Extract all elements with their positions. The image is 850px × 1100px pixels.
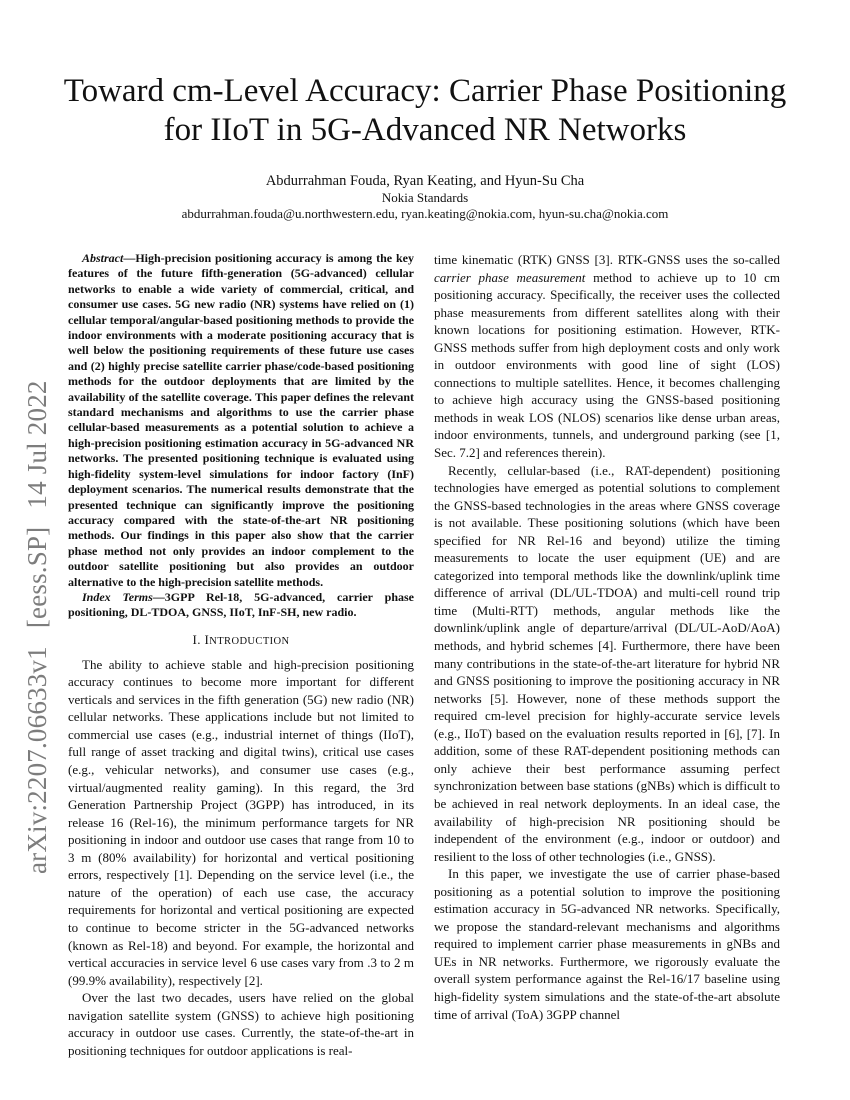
carrier-phase-term: carrier phase measurement: [434, 269, 586, 285]
affiliation: Nokia Standards: [381, 190, 469, 205]
author-list: Abdurrahman Fouda, Ryan Keating, and Hyun-Su Cha: [265, 173, 585, 189]
paper-title: Toward cm-Level Accuracy: Carrier Phase Positioning for IIoT in 5G-Advanced NR Networks: [63, 73, 787, 148]
paragraph-intro-1: The ability to achieve stable and high-precision positioning accuracy continues to become more important for different verticals and services in the fifth generation (5G) new radio (NR) cellular networks. These applications include but not limited to commercial use cases (e.g., industrial internet of things (IIoT), full range of asset tracking and digital twins), critical use cases (e.g., vehicular networks), and consumer use cases (e.g., virtual/augmented reality gaming). In this regard, the 3rd Generation Partnership Project (3GPP) has introduced, in its release 16 (Rel-16), the minimum performance targets for NR positioning in indoor and outdoor use cases that range from 10 to 3 m (80% availability) for horizontal and vertical positioning errors, respectively [1]. Depending on the service level (i.e., the nature of the operation) of each use case, the accuracy requirements for horizontal and vertical positioning are expected to continue to become stricter in the 5G-advanced networks (known as Rel-18) and beyond. For example, the horizontal and vertical accuracies in service level 6 use cases vary from .3 to 2 m (99.9% availability), respectively [2].: [68, 656, 414, 988]
arxiv-identifier-stamp: [22, 294, 56, 874]
paragraph-intro-3-start: time kinematic (RTK) GNSS [3]. RTK-GNSS uses the so-called: [434, 252, 780, 267]
section-title-initial: I: [204, 631, 210, 647]
index-terms-lead: Index Terms: [82, 589, 153, 604]
arxiv-id: arXiv:2207.06633v1: [22, 646, 52, 874]
index-terms-text: —3GPP Rel-18, 5G-advanced, carrier phase positioning, DL-TDOA, GNSS, IIoT, InF-SH, new radio.: [68, 589, 415, 620]
paragraph-intro-4: Recently, cellular-based (i.e., RAT-dependent) positioning technologies have emerged as potential solutions to complement the GNSS-based technologies in the areas where GNSS coverage is not available. These positioning solutions (which have been specified for NR Rel-16 and beyond) utilize the timing measurements to locate the user equipment (UE) and are categorized into temporal methods like the downlink/uplink time difference of arrival (DL/UL-TDOA) and multi-cell round trip time (Multi-RTT) methods, angular methods like the downlink/uplink angle of departure/arrival (DL/UL-AoD/AoA) methods, and hybrid schemes [4]. Furthermore, there have been many contributions in the state-of-the-art literature for hybrid NR and GNSS positioning to improve the positioning accuracy in NR networks [5]. However, none of these methods support the required cm-level precision for highly-accurate service levels (e.g., IIoT) based on the evaluation results reported in [6], [7]. In addition, some of these RAT-dependent positioning methods can only achieve their best performance assuming perfect synchronization between base stations (gNBs) which is difficult to be achieved in real network deployments. In an ideal case, the availability of high-precision NR positioning should be independent of the environment (e.g., indoor or outdoor) and resilient to the loss of other technologies (i.e., GNSS).: [434, 462, 780, 864]
paragraph-intro-3: [434, 251, 780, 462]
paragraph-intro-2: Over the last two decades, users have relied on the global navigation satellite system (GNSS) to achieve high positioning accuracy in outdoor use cases. Currently, the state-of-the-art in positioning techniques for outdoor applications is real-: [68, 990, 414, 1058]
index-terms: [68, 590, 414, 621]
paragraph-intro-3-end: method to achieve up to 10 cm positioning accuracy. Specifically, the receiver uses the collected phase measurements from different satellites along with their known locations for positioning estimation. However, RTK-GNSS methods suffer from high deployment costs and only work in outdoor environments with good line of sight (LOS) connections to multiple satellites. Hence, it becomes challenging to achieve high accuracy using the GNSS-based positioning methods in weak LOS (NLOS) scenarios like dense urban areas, indoor environments, tunnels, and underground parking (see [1, Sec. 7.2] and references therein).: [434, 269, 780, 461]
left-column: [68, 251, 414, 1059]
arxiv-category: [eess.SP]: [22, 526, 52, 629]
abstract-lead: Abstract: [82, 251, 124, 265]
section-number: I.: [192, 631, 201, 647]
section-title-rest: NTRODUCTION: [209, 635, 290, 647]
abstract-text: —High-precision positioning accuracy is among the key features of the future fifth-generation (5G-advanced) cellular networks to enable a wide variety of commercial, critical, and consumer use cases. 5G new radio (NR) systems have relied on (1) cellular temporal/angular-based positioning methods to provide the indoor environments with a moderate positioning accuracy that is well below the positioning requirements of these future use cases and (2) highly precise satellite carrier phase/code-based positioning methods for the outdoor deployments that are limited by the availability of the satellite coverage. This paper defines the relevant standard mechanisms and algorithms to use the carrier phase cellular-based measurements as a potential solution to achieve a high-precision positioning estimation accuracy in 5G-advanced NR networks. The presented positioning technique is evaluated using high-fidelity system-level simulations for indoor factory (InF) deployment scenarios. The numerical results demonstrate that the presented technique can significantly improve the positioning accuracy compared with the state-of-the-art NR positioning methods. Our findings in this paper also show that the carrier phase method not only provides an indoor complement to the outdoor satellite positioning but also provides an outdoor alternative to the high-precision satellite methods.: [68, 251, 414, 589]
abstract: [68, 251, 414, 590]
paragraph-intro-5: In this paper, we investigate the use of carrier phase-based positioning as a potential solution to improve the positioning estimation accuracy in 5G-advanced NR networks. Specifically, we propose the standard-relevant mechanisms and algorithms required to implement carrier phase measurements in gNBs and UEs in NR networks. Furthermore, we rigorously evaluate the overall system performance against the Rel-16/17 baseline using high-fidelity system simulations and the state-of-the-art absolute time of arrival (ToA) 3GPP channel: [434, 866, 780, 1022]
section-heading-introduction: [68, 631, 414, 650]
arxiv-date: 14 Jul 2022: [22, 380, 52, 509]
author-emails: abdurrahman.fouda@u.northwestern.edu, ryan.keating@nokia.com, hyun-su.cha@nokia.com: [181, 206, 669, 221]
right-column: [434, 251, 780, 1023]
